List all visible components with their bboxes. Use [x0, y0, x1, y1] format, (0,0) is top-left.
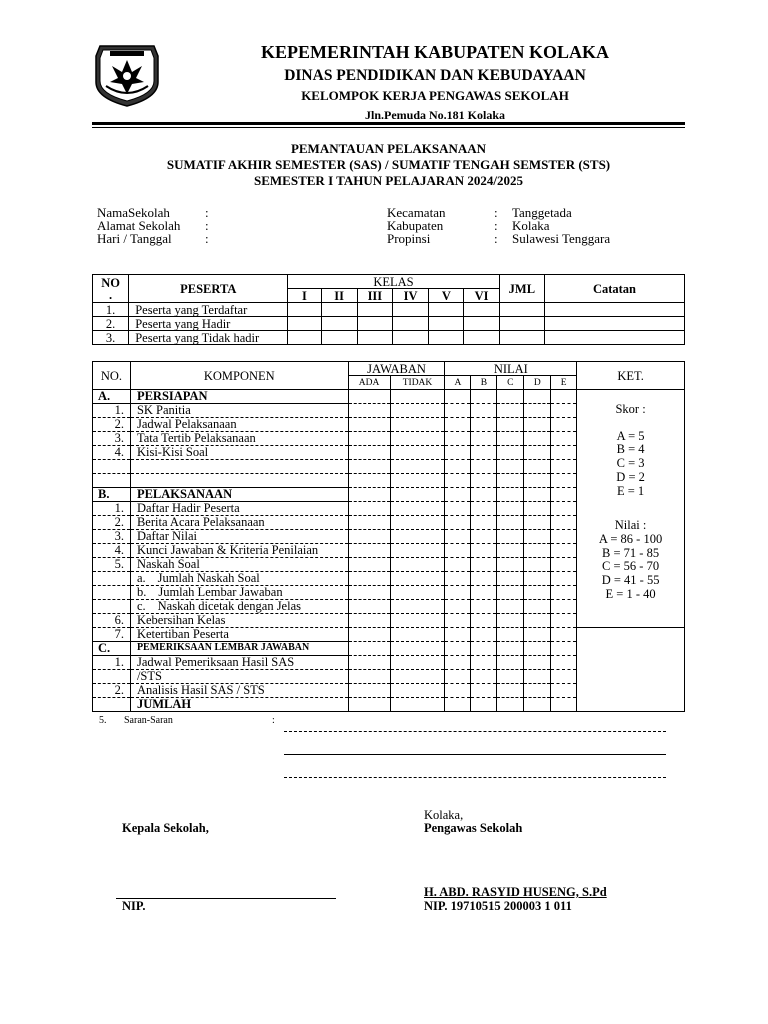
header-line-3: KELOMPOK KERJA PENGAWAS SEKOLAH: [301, 88, 569, 103]
info-colon: :: [494, 231, 498, 246]
info-label: NamaSekolah: [97, 205, 170, 220]
info-label: Kecamatan: [387, 205, 446, 220]
col-header-no: NO .: [93, 275, 129, 303]
info-colon: :: [494, 205, 498, 220]
table-row: [93, 303, 685, 317]
nilai-col: E: [551, 376, 577, 390]
row-no: 1.: [93, 303, 129, 317]
table-row: [93, 317, 685, 331]
row-no: 2.: [93, 516, 131, 530]
kelas-col: V: [429, 289, 464, 303]
section-label: PELAKSANAAN: [130, 488, 348, 502]
info-left: [97, 205, 209, 246]
saran-line: [284, 731, 666, 732]
ket-legend: [577, 390, 685, 628]
row-label: Peserta yang Terdaftar: [129, 303, 288, 317]
section-no: A.: [93, 390, 131, 404]
header-address: Jln.Pemuda No.181 Kolaka: [364, 108, 505, 122]
table-row: [93, 331, 685, 345]
kelas-col: I: [288, 289, 321, 303]
col-header-jml: JML: [499, 275, 544, 303]
section-row: [93, 390, 685, 404]
row-no: 3.: [93, 530, 131, 544]
info-right: [387, 206, 687, 245]
info-colon: :: [205, 205, 209, 220]
row-label: Kisi-Kisi Soal: [130, 446, 348, 460]
row-no: 2.: [93, 317, 129, 331]
col-header-ket: KET.: [577, 362, 685, 390]
kelas-col: III: [357, 289, 392, 303]
kelas-col: VI: [464, 289, 499, 303]
row-label: Jadwal Pelaksanaan: [130, 418, 348, 432]
section-label: PERSIAPAN: [130, 390, 348, 404]
sub-label: Naskah dicetak dengan Jelas: [157, 599, 301, 613]
title-line-3: SEMESTER I TAHUN PELAJARAN 2024/2025: [254, 173, 523, 188]
row-no: 1.: [93, 502, 131, 516]
pengawas-nip: NIP. 19710515 200003 1 011: [424, 899, 572, 913]
skor-item: E = 1: [616, 483, 645, 498]
table-row: [93, 628, 685, 642]
skor-item: A = 5: [616, 428, 645, 443]
row-no: 2.: [93, 418, 131, 432]
row-label: Daftar Hadir Peserta: [130, 502, 348, 516]
sub-label: Jumlah Naskah Soal: [157, 571, 260, 585]
ket-empty: [577, 628, 685, 712]
row-label: SK Panitia: [130, 404, 348, 418]
col-header-ada: ADA: [348, 376, 390, 390]
info-label: Kabupaten: [387, 218, 444, 233]
info-value-propinsi: Sulawesi Tenggara: [512, 231, 611, 246]
jumlah-label: JUMLAH: [130, 698, 348, 712]
nilai-item: C = 56 - 70: [602, 559, 660, 574]
info-colon: :: [205, 218, 209, 233]
saran-colon: :: [272, 715, 275, 726]
info-label: Hari / Tanggal: [97, 231, 172, 246]
section-no: C.: [93, 642, 131, 656]
header-line-2: DINAS PENDIDIKAN DAN KEBUDAYAAN: [284, 67, 586, 84]
row-no: 4.: [93, 544, 131, 558]
sub-no: b.: [136, 585, 147, 599]
kepala-sekolah-title: Kepala Sekolah,: [122, 821, 209, 835]
skor-item: B = 4: [616, 442, 645, 457]
row-no: 1.: [93, 656, 131, 670]
col-header-catatan: Catatan: [544, 275, 684, 303]
col-header-peserta: PESERTA: [129, 275, 288, 303]
row-label: Berita Acara Pelaksanaan: [130, 516, 348, 530]
row-label: Peserta yang Hadir: [129, 317, 288, 331]
nilai-title: Nilai :: [614, 518, 647, 533]
col-header-no: NO.: [93, 362, 131, 390]
nilai-col: D: [524, 376, 551, 390]
info-value-kecamatan: Tanggetada: [512, 205, 572, 220]
row-label: Naskah Soal: [130, 558, 348, 572]
nilai-col: B: [471, 376, 497, 390]
title-line-1: PEMANTAUAN PELAKSANAAN: [290, 141, 487, 156]
row-label-cont: /STS: [130, 670, 348, 684]
row-no: 1.: [93, 404, 131, 418]
title-line-2: SUMATIF AKHIR SEMESTER (SAS) / SUMATIF TENGAH SEMSTER (STS): [166, 157, 611, 172]
info-colon: :: [494, 218, 498, 233]
row-label: Kebersihan Kelas: [130, 614, 348, 628]
section-no: B.: [93, 488, 131, 502]
nilai-item: E = 1 - 40: [605, 586, 656, 601]
col-header-nilai: NILAI: [445, 362, 577, 376]
row-no: 4.: [93, 446, 131, 460]
section-label: PEMERIKSAAN LEMBAR JAWABAN: [130, 642, 348, 656]
row-label: Tata Tertib Pelaksanaan: [130, 432, 348, 446]
info-label: Alamat Sekolah: [97, 218, 181, 233]
nilai-item: A = 86 - 100: [598, 531, 663, 546]
col-header-komponen: KOMPONEN: [130, 362, 348, 390]
row-no: 6.: [93, 614, 131, 628]
row-label: Daftar Nilai: [130, 530, 348, 544]
saran-no: 5.: [99, 715, 107, 726]
row-label: Jadwal Pemeriksaan Hasil SAS: [130, 656, 348, 670]
kelas-col: IV: [392, 289, 428, 303]
nilai-col: C: [497, 376, 524, 390]
kepala-nip: NIP.: [122, 899, 146, 913]
sub-no: c.: [136, 599, 146, 613]
header-line-1: KEPEMERINTAH KABUPATEN KOLAKA: [260, 42, 610, 62]
nilai-item: B = 71 - 85: [602, 545, 660, 560]
info-label: Propinsi: [387, 231, 431, 246]
row-no: 3.: [93, 432, 131, 446]
saran-line: [284, 777, 666, 778]
kelas-col: II: [321, 289, 357, 303]
row-label: Kunci Jawaban & Kriteria Penilaian: [130, 544, 348, 558]
sign-place: Kolaka,: [424, 808, 464, 822]
row-label: Ketertiban Peserta: [130, 628, 348, 642]
header-rule-thin: [92, 127, 685, 128]
info-value-kabupaten: Kolaka: [512, 218, 550, 233]
row-no: 3.: [93, 331, 129, 345]
skor-title: Skor :: [615, 402, 646, 416]
evaluation-table: [92, 361, 685, 712]
skor-item: D = 2: [616, 469, 645, 484]
col-header-kelas: KELAS: [288, 275, 499, 289]
info-colon: :: [205, 231, 209, 246]
header-rule-thick: [92, 122, 685, 125]
col-header-tidak: TIDAK: [390, 376, 445, 390]
row-no: 7.: [93, 628, 131, 642]
row-no: 5.: [93, 558, 131, 572]
col-header-jawaban: JAWABAN: [348, 362, 445, 376]
nilai-item: D = 41 - 55: [601, 573, 660, 588]
row-no: 2.: [93, 684, 131, 698]
pengawas-title: Pengawas Sekolah: [424, 821, 523, 835]
skor-item: C = 3: [616, 456, 645, 471]
participants-table: [92, 274, 685, 345]
saran-label: Saran-Saran: [124, 715, 173, 726]
row-label: Peserta yang Tidak hadir: [129, 331, 288, 345]
sub-no: a.: [136, 571, 146, 585]
saran-line: [284, 754, 666, 755]
sub-label: Jumlah Lembar Jawaban: [158, 585, 283, 599]
nilai-col: A: [445, 376, 471, 390]
kepala-signature-line: [116, 898, 336, 899]
pengawas-name: H. ABD. RASYID HUSENG, S.Pd: [424, 885, 607, 899]
row-label: Analisis Hasil SAS / STS: [130, 684, 348, 698]
kolaka-regency-emblem-icon: [92, 42, 162, 108]
